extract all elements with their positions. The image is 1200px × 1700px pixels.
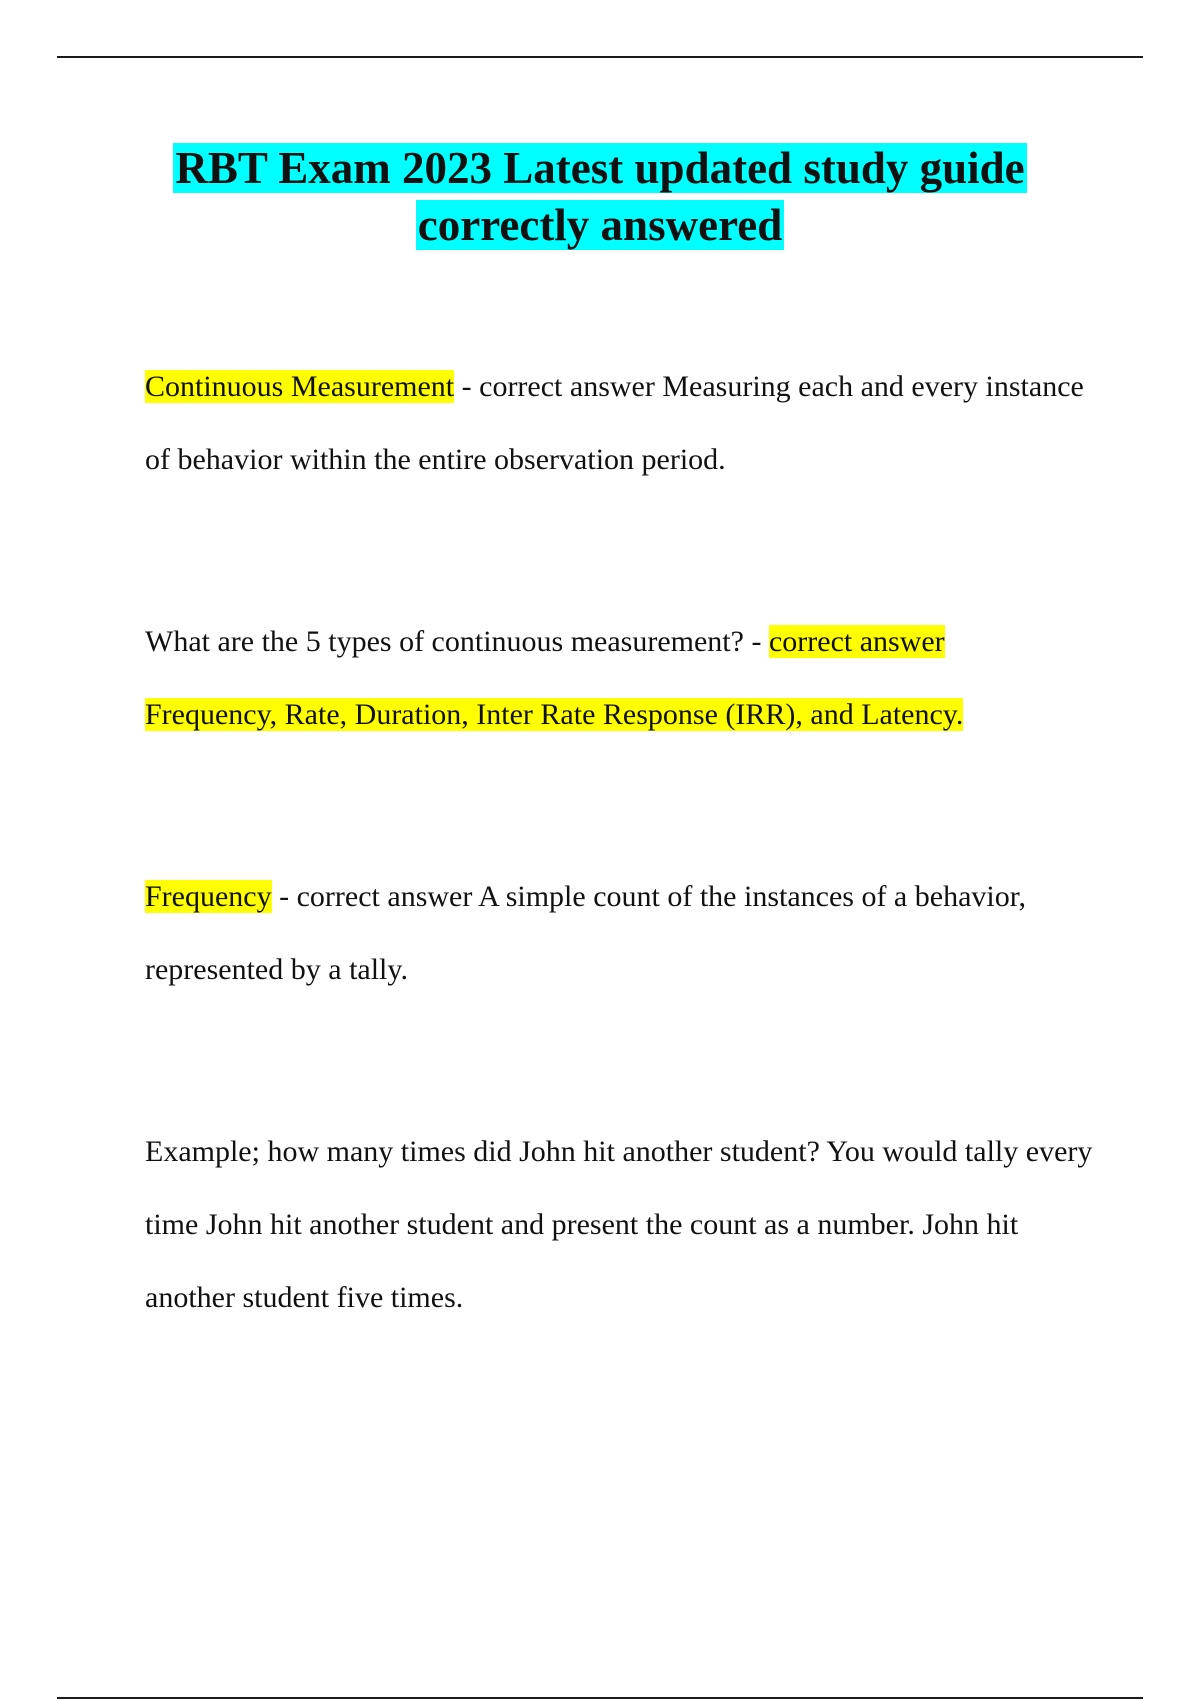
question-text: What are the 5 types of continuous measurement? - [145,625,769,658]
title-line-2: correctly answered [417,200,783,250]
entry-continuous-measurement [145,350,1105,496]
definition-text: - correct answer A simple count of the instances of a behavior, represented by a tally. [145,880,1027,986]
definition-text: - correct answer Measuring each and every instance of behavior within the entire observation period. [145,370,1084,476]
entry-example [145,1115,1105,1334]
title-line-1: RBT Exam 2023 Latest updated study guide [175,143,1025,193]
entry-types-question [145,605,1105,751]
answer-highlight: Frequency, Rate, Duration, Inter Rate Response (IRR), and Latency. [145,698,964,731]
bottom-rule [57,1697,1143,1699]
term-highlight: Continuous Measurement [145,370,455,403]
answer-label-highlight: correct answer [768,625,945,658]
top-rule [57,56,1143,58]
page-title [100,140,1100,254]
term-highlight: Frequency [145,880,272,913]
entry-frequency [145,860,1105,1006]
example-text: Example; how many times did John hit another student? You would tally every time John hit another student and present the count as a number. John hit another student five times. [145,1135,1093,1314]
